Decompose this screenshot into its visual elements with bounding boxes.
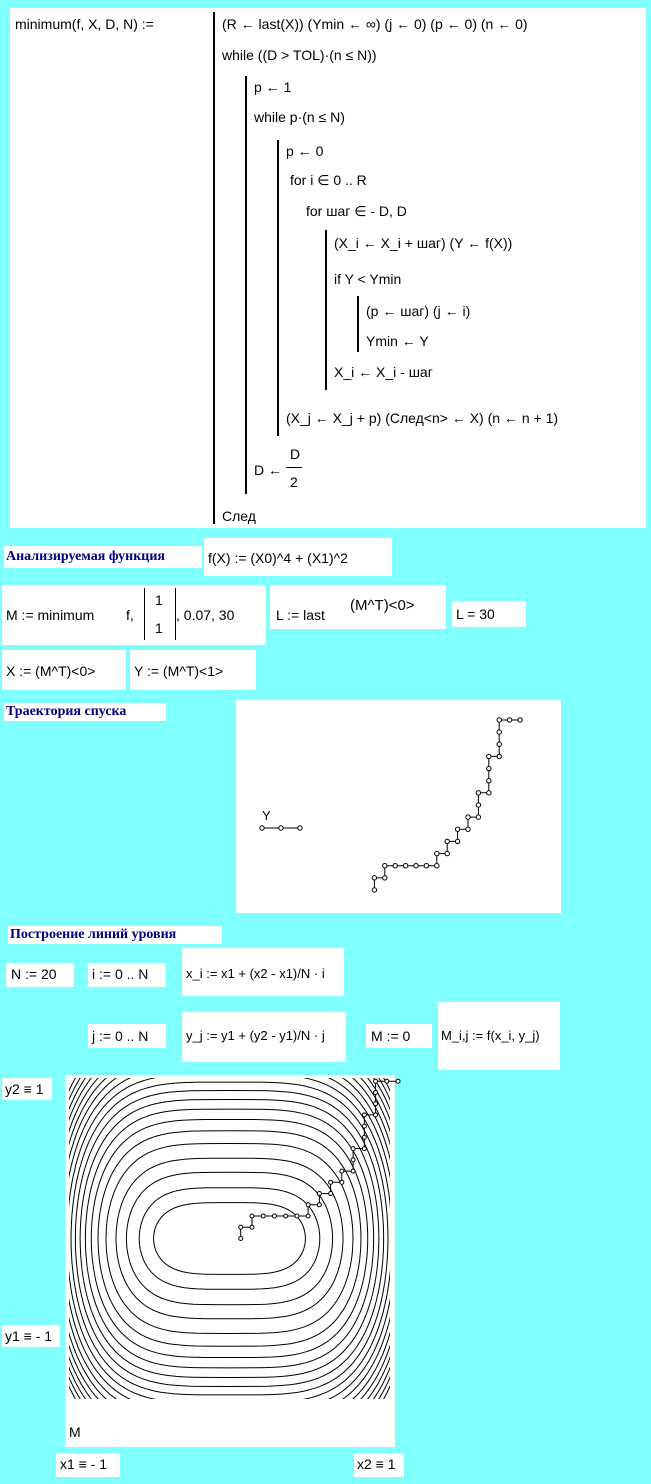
trajectory-point	[487, 778, 491, 782]
func-label: Анализируемая функция	[6, 549, 165, 564]
contour-trajectory-point	[306, 1203, 310, 1207]
trajectory-point	[476, 803, 480, 807]
prog-line5: p ← 0	[286, 143, 324, 159]
contour-trajectory-point	[272, 1214, 276, 1218]
prog-line14-den: 2	[290, 474, 298, 490]
contour-trajectory-point	[362, 1124, 366, 1128]
contour-trajectory-point	[351, 1169, 355, 1173]
trajectory-point	[497, 754, 501, 758]
contour-level-line	[71, 1082, 388, 1395]
trajectory-point	[455, 827, 459, 831]
contour-trajectory-point	[362, 1113, 366, 1117]
L-arg: (M^T)<0>	[350, 597, 415, 614]
contour-trajectory-point	[284, 1214, 288, 1218]
contour-trajectory-point	[362, 1135, 366, 1139]
L-def: L := last	[276, 607, 325, 623]
contour-trajectory-point	[261, 1214, 265, 1218]
traj-legend-marker	[279, 826, 283, 830]
j-def: j := 0 .. N	[92, 1028, 149, 1044]
contour-level-line	[63, 1066, 395, 1410]
prog-line12: X_i ← X_i - шаг	[334, 364, 433, 380]
trajectory-point	[445, 851, 449, 855]
contour-level-line	[75, 1091, 383, 1387]
trajectory-point	[507, 718, 511, 722]
contour-level-line	[98, 1131, 361, 1346]
prog-line6: for i ∈ 0 .. R	[290, 172, 367, 188]
contour-level-line	[48, 1032, 412, 1444]
x2-label: x2 ≡ 1	[357, 1456, 396, 1472]
prog-line13: (X_j ← X_j + p) (След<n> ← X) (n ← n + 1)	[286, 410, 559, 426]
contour-trajectory-point	[329, 1180, 333, 1184]
x1-label: x1 ≡ - 1	[60, 1456, 108, 1472]
contour-trajectory-point	[317, 1203, 321, 1207]
trajectory-point	[476, 791, 480, 795]
y-def: Y := (M^T)<1>	[134, 663, 224, 679]
contour-m-label: M	[69, 1424, 81, 1440]
trajectory-point	[424, 864, 428, 868]
contour-trajectory-point	[396, 1079, 400, 1083]
contour-level-line	[60, 1059, 399, 1418]
contour-trajectory-point	[250, 1225, 254, 1229]
contour-level-line	[126, 1172, 332, 1304]
contour-level-line	[57, 1052, 403, 1425]
prog-line8: (X_i ← X_i + шаг) (Y ← f(X))	[334, 235, 513, 251]
contour-level-line	[85, 1109, 373, 1368]
xi-def: x_i := x1 + (x2 - x1)/N · i	[186, 966, 325, 981]
prog-line3: p ← 1	[254, 79, 292, 95]
traj-label: Траектория спуска	[6, 704, 127, 719]
func-expr: f(X) := (X0)^4 + (X1)^2	[208, 550, 348, 566]
prog-line11: Ymin ← Y	[366, 333, 429, 349]
contour-trajectory-point	[317, 1192, 321, 1196]
contour-lines	[42, 1020, 416, 1457]
contour-trajectory-point	[374, 1102, 378, 1106]
contour-trajectory-point	[362, 1147, 366, 1151]
prog-line14-num: D	[290, 446, 301, 462]
prog-line14-lhs: D ←	[254, 462, 282, 478]
contour-level-line	[154, 1203, 306, 1275]
L-val: L = 30	[456, 606, 495, 622]
trajectory-point	[487, 791, 491, 795]
traj-legend-marker	[298, 826, 302, 830]
call-f: f,	[126, 607, 134, 623]
traj-legend-label: Y	[262, 808, 271, 823]
contour-trajectory-point	[239, 1237, 243, 1241]
trajectory-point	[435, 851, 439, 855]
contour-trajectory-point	[306, 1214, 310, 1218]
contour-trajectory-point	[340, 1169, 344, 1173]
call-lhs: M := minimum	[6, 607, 95, 623]
contour-trajectory-point	[329, 1192, 333, 1196]
trajectory-point	[487, 766, 491, 770]
trajectory-point	[393, 864, 397, 868]
vector-v1: 1	[155, 592, 163, 608]
contour-trajectory-point	[351, 1158, 355, 1162]
trajectory-chart	[372, 718, 522, 892]
x-def: X := (M^T)<0>	[6, 663, 96, 679]
contour-trajectory-point	[295, 1214, 299, 1218]
contour-trajectory-point	[351, 1147, 355, 1151]
i-def: i := 0 .. N	[92, 966, 149, 982]
yj-def: y_j := y1 + (y2 - y1)/N · j	[186, 1028, 325, 1043]
trajectory-point	[383, 876, 387, 880]
contour-level-line	[45, 1026, 414, 1451]
M0-def: M := 0	[371, 1028, 411, 1044]
prog-line2: while ((D > TOL)·(n ≤ N))	[222, 47, 377, 63]
prog-line1: (R ← last(X)) (Ymin ← ∞) (j ← 0) (p ← 0) (n ← 0)	[222, 16, 528, 32]
call-rest: , 0.07, 30	[176, 607, 235, 623]
y2-label: y2 ≡ 1	[5, 1081, 44, 1097]
trajectory-point	[435, 864, 439, 868]
contour-chart	[42, 1020, 416, 1457]
program-signature: minimum(f, X, D, N) :=	[15, 16, 154, 32]
contour-trajectory-point	[374, 1079, 378, 1083]
contour-trajectory-point	[250, 1214, 254, 1218]
trajectory-point	[497, 718, 501, 722]
trajectory-point	[466, 827, 470, 831]
trajectory-point	[455, 839, 459, 843]
trajectory-point	[383, 864, 387, 868]
trajectory-point	[445, 839, 449, 843]
trajectory-point	[414, 864, 418, 868]
contour-level-line	[91, 1120, 367, 1358]
y1-label: y1 ≡ - 1	[5, 1328, 53, 1344]
contour-trajectory-point	[340, 1180, 344, 1184]
prog-line9: if Y < Ymin	[334, 271, 402, 287]
vector-v2: 1	[155, 620, 163, 636]
prog-line10: (p ← шаг) (j ← i)	[366, 303, 471, 319]
trajectory-point	[476, 815, 480, 819]
Mij-def: M_i,j := f(x_i, y_j)	[441, 1028, 540, 1043]
traj-legend-marker	[260, 826, 264, 830]
N-def: N := 20	[11, 966, 57, 982]
prog-line7: for шаг ∈ - D, D	[306, 203, 407, 219]
level-label: Построение линий уровня	[10, 927, 177, 942]
prog-line15: След	[222, 508, 256, 524]
contour-level-line	[116, 1158, 343, 1319]
contour-trajectory-point	[374, 1090, 378, 1094]
trajectory-point	[518, 718, 522, 722]
contour-trajectory-point	[239, 1225, 243, 1229]
prog-line4: while p·(n ≤ N)	[254, 109, 345, 125]
trajectory-point	[497, 742, 501, 746]
trajectory-point	[372, 888, 376, 892]
contour-level-line	[50, 1039, 408, 1439]
trajectory-point	[497, 730, 501, 734]
trajectory-point	[372, 876, 376, 880]
trajectory-point	[403, 864, 407, 868]
trajectory-point	[487, 754, 491, 758]
contour-trajectory-point	[374, 1113, 378, 1117]
trajectory-point	[466, 815, 470, 819]
contour-trajectory-point	[385, 1079, 389, 1083]
